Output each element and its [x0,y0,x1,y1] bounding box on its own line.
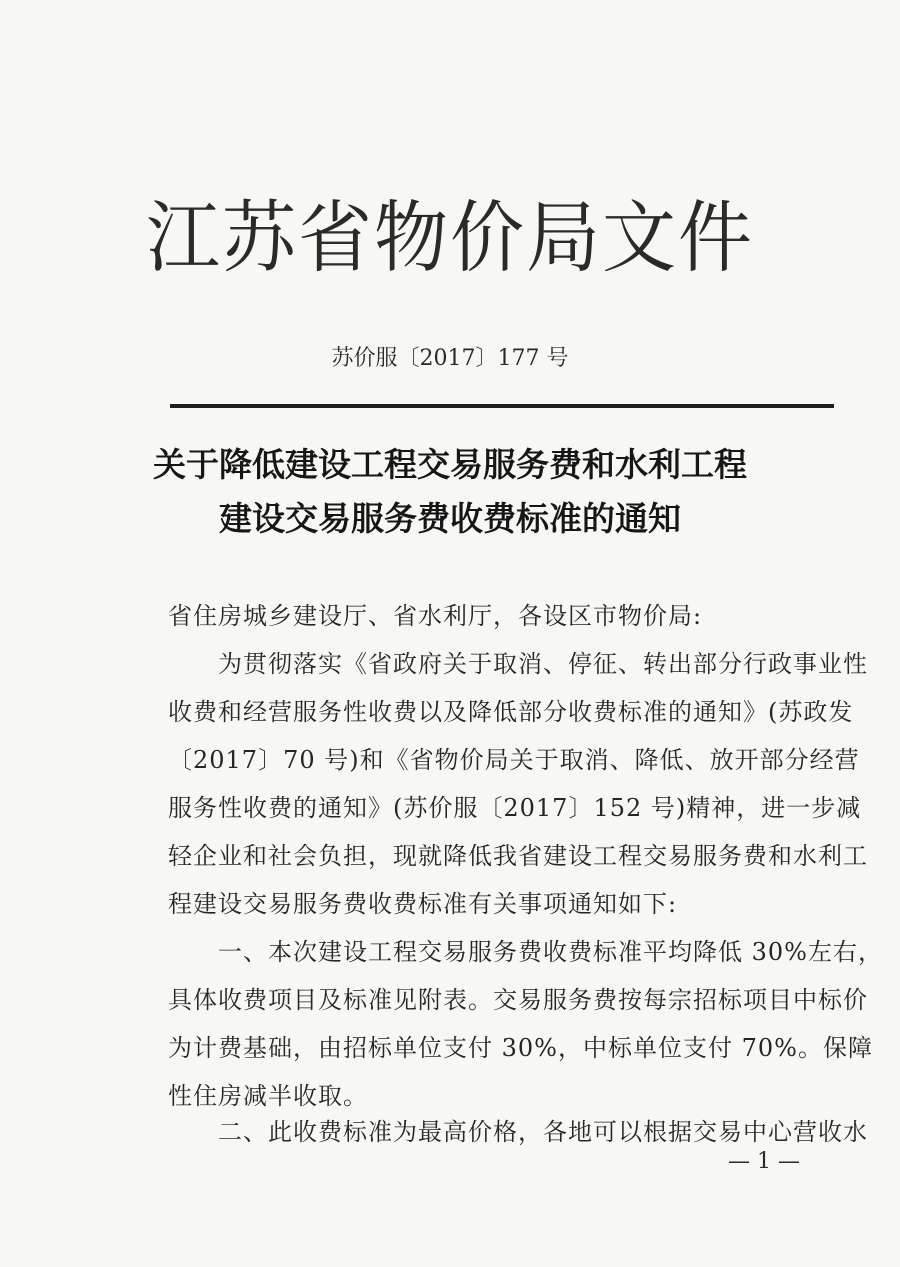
body-line: 一、本次建设工程交易服务费收费标准平均降低 30%左右， [218,938,883,966]
body-line: 收费和经营服务性收费以及降低部分收费标准的通知》(苏政发 [168,698,854,726]
issuer-header: 江苏省物价局文件 [146,192,754,284]
body-line: 轻企业和社会负担，现就降低我省建设工程交易服务费和水利工 [168,842,868,870]
notice-title-line-1: 关于降低建设工程交易服务费和水利工程 [153,445,747,484]
document-number: 苏价服〔2017〕177 号 [331,346,569,371]
body-line: 性住房减半收取。 [168,1082,368,1110]
addressee-line: 省住房城乡建设厅、省水利厅，各设区市物价局: [168,602,703,630]
body-line: 程建设交易服务费收费标准有关事项通知如下: [168,890,678,918]
body-line: 服务性收费的通知》(苏价服〔2017〕152 号)精神，进一步减 [168,794,862,822]
page-number: — 1 — [728,1149,800,1174]
notice-title-line-2: 建设交易服务费收费标准的通知 [219,499,681,538]
body-line: 为贯彻落实《省政府关于取消、停征、转出部分行政事业性 [218,650,868,678]
header-divider [170,404,834,408]
body-line: 为计费基础，由招标单位支付 30%，中标单位支付 70%。保障 [168,1034,873,1062]
body-line: 二、此收费标准为最高价格，各地可以根据交易中心营收水 [218,1118,868,1146]
body-line: 〔2017〕70 号)和《省物价局关于取消、降低、放开部分经营 [168,746,860,774]
body-line: 具体收费项目及标准见附表。交易服务费按每宗招标项目中标价 [168,986,868,1014]
